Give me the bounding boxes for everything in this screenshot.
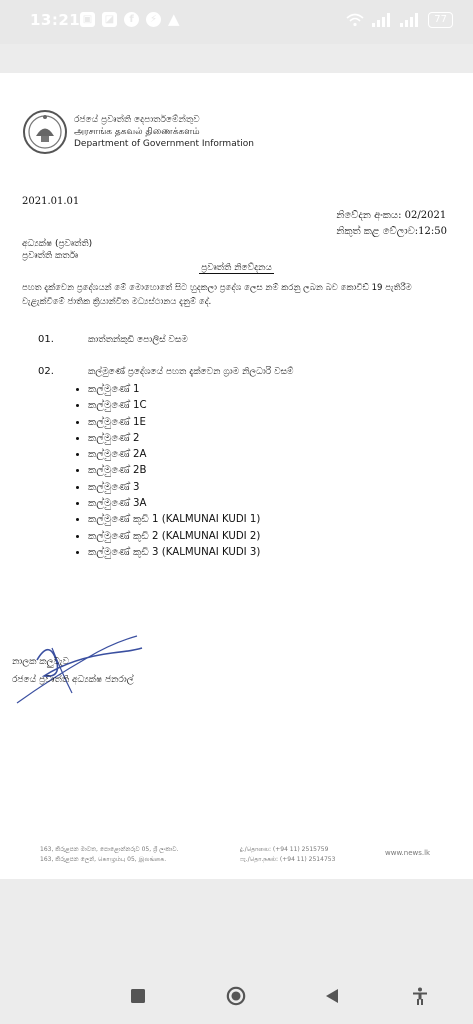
photo-icon: ◪ bbox=[102, 12, 117, 27]
notice-title-text: ප්‍රවෘත්ති නිවේදනය bbox=[201, 263, 272, 273]
list-item: • කල්මුණේ 3A bbox=[88, 496, 260, 512]
status-system-icons bbox=[346, 12, 453, 28]
item-2-text: කල්මුණේ ප්‍රදේශයේ පහත දැක්වෙන ග්‍රාම නිලධාරි වසම් bbox=[88, 367, 294, 377]
list-item: • කල්මුණේ 1 bbox=[88, 382, 260, 398]
navigation-bar bbox=[0, 960, 473, 1024]
back-icon bbox=[324, 988, 340, 1004]
recipients-block bbox=[22, 238, 92, 262]
header-text bbox=[74, 114, 254, 150]
notice-number: නිවේදන අංකය: 02/2021 bbox=[336, 210, 447, 221]
footer-address-1: 163, කිරුළපන මාවත, පොළොන්නරුව 05, ශ්‍රී ලංකාව. bbox=[40, 846, 179, 853]
status-notification-icons bbox=[80, 12, 180, 27]
home-icon bbox=[226, 985, 246, 1007]
document-page bbox=[0, 73, 473, 879]
wifi-icon bbox=[346, 13, 364, 27]
footer-phone: දු./தொலை: (+94 11) 2515759 bbox=[240, 846, 329, 853]
issue-time: නිකුත් කළ වේලාව:12:50 bbox=[336, 226, 447, 237]
signer-title: රජයේ ප්‍රවෘත්ති අධ්‍යක්ෂ ජනරාල් bbox=[12, 675, 134, 685]
item-1-number: 01. bbox=[38, 334, 54, 345]
list-item: • කල්මුණේ කුඩි 3 (KALMUNAI KUDI 3) bbox=[88, 545, 260, 561]
status-bar bbox=[0, 0, 473, 44]
header-sinhala: රජයේ ප්‍රවෘත්ති දෙපාර්තමේන්තුව bbox=[74, 115, 200, 125]
list-item: • කල්මුණේ 2B bbox=[88, 463, 260, 479]
list-item: • කල්මුණේ 2 bbox=[88, 431, 260, 447]
header-english: Department of Government Information bbox=[74, 139, 254, 149]
signer-block bbox=[12, 653, 134, 689]
footer-fax: ෆැ./தொ.நகல்: (+94 11) 2514753 bbox=[240, 856, 336, 863]
footer-address bbox=[40, 845, 178, 865]
recipient-1: අධ්‍යක්ෂ (ප්‍රවෘත්ති) bbox=[22, 239, 93, 249]
signal-icon-2 bbox=[400, 13, 420, 27]
signer-name: නාලක කලුවැව bbox=[12, 657, 69, 667]
recent-apps-icon bbox=[130, 988, 146, 1004]
footer-website: www.news.lk bbox=[385, 849, 431, 857]
battery-indicator: 77 bbox=[428, 12, 453, 28]
footer-contact bbox=[240, 845, 335, 865]
recent-apps-button[interactable] bbox=[128, 986, 148, 1006]
department-header bbox=[22, 109, 254, 155]
footer-address-2: 163, කිරුළපන ලෙන්, கொழும்பு 05, இலங்கை. bbox=[40, 856, 167, 863]
home-button[interactable] bbox=[226, 986, 246, 1006]
status-time: 13:21 bbox=[30, 11, 81, 29]
recipient-2: ප්‍රවෘත්ති කර්තෘ bbox=[22, 251, 79, 261]
back-button[interactable] bbox=[322, 986, 342, 1006]
document-date: 2021.01.01 bbox=[22, 196, 80, 207]
list-item: • කල්මුණේ 3 bbox=[88, 480, 260, 496]
accessibility-button[interactable] bbox=[410, 986, 430, 1006]
list-item: • කල්මුණේ 2A bbox=[88, 447, 260, 463]
reference-block bbox=[336, 208, 447, 240]
signal-icon bbox=[372, 13, 392, 27]
list-item: • කල්මුණේ කුඩි 1 (KALMUNAI KUDI 1) bbox=[88, 512, 260, 528]
item-1-text: කාත්තන්කුඩි පොලිස් වසම bbox=[88, 335, 188, 345]
messenger-icon: ⚡ bbox=[146, 12, 161, 27]
list-item: • කල්මුණේ 1C bbox=[88, 398, 260, 414]
notification-icon: ▣ bbox=[80, 12, 95, 27]
area-list bbox=[70, 382, 260, 561]
notice-paragraph: පහත දැක්වෙන ප්‍රදේශයන් මේ මොහොතේ සිට හුදකලා ප්‍රදේශ ලෙස නම් කරනු ලබන බව කොවිඩ් 19 පැතිරීම වැළැක්වීමේ ජාතික ක්‍රියාන්විත මධ්‍යස්ථානය දැනුම් දේ. bbox=[22, 283, 412, 307]
list-item: • කල්මුණේ 1E bbox=[88, 415, 260, 431]
state-emblem-icon bbox=[22, 109, 68, 155]
item-2-number: 02. bbox=[38, 366, 54, 377]
list-item: • කල්මුණේ කුඩි 2 (KALMUNAI KUDI 2) bbox=[88, 529, 260, 545]
accessibility-icon bbox=[411, 987, 429, 1005]
header-tamil: அரசாங்க தகவல் திணைக்களம் bbox=[74, 127, 200, 137]
notice-title bbox=[0, 263, 473, 273]
facebook-icon: f bbox=[124, 12, 139, 27]
warning-icon: ▲ bbox=[168, 10, 180, 28]
